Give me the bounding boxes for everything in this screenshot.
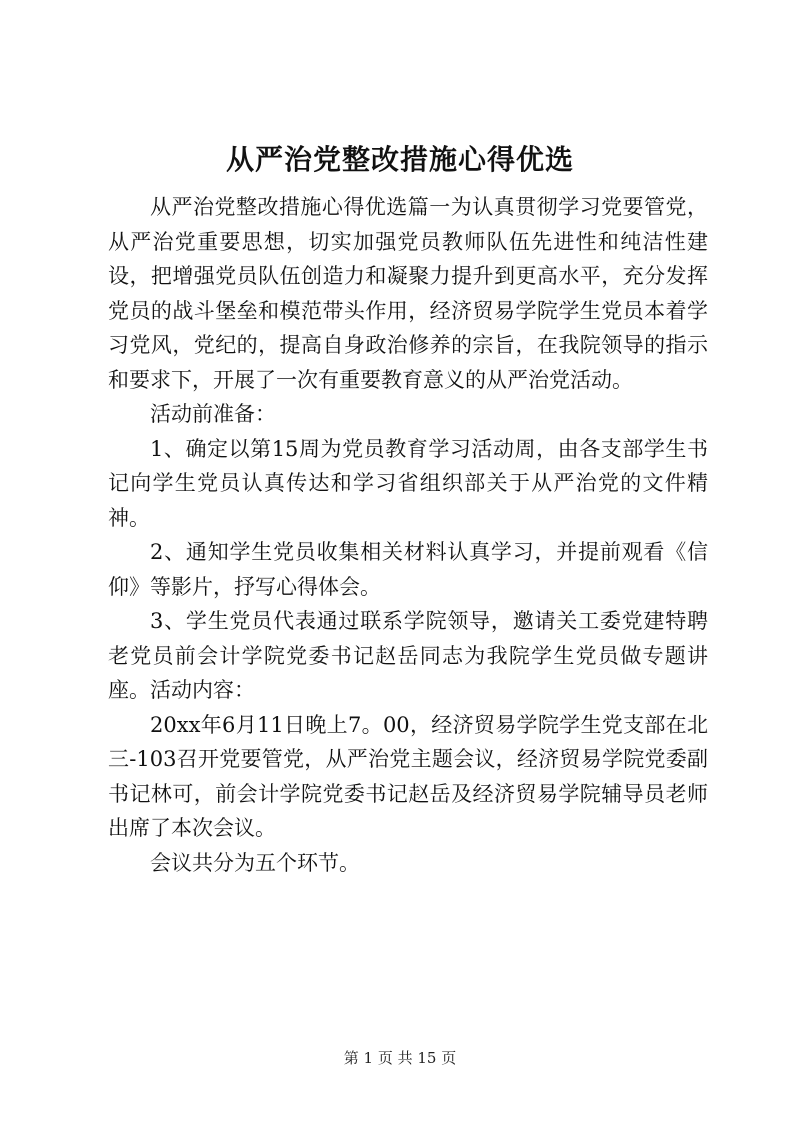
paragraph-item-2: 2、通知学生党员收集相关材料认真学习，并提前观看《信仰》等影片，抒写心得体会。 bbox=[108, 540, 708, 599]
paragraph-item-1: 1、确定以第15周为党员教育学习活动周，由各支部学生书记向学生党员认真传达和学习省组织部关于从严治党的文件精神。 bbox=[108, 436, 708, 530]
paragraph-preparation-heading: 活动前准备： bbox=[150, 402, 276, 426]
paragraph-sessions: 会议共分为五个环节。 bbox=[150, 850, 360, 875]
paragraph-meeting: 20xx年6月11日晚上7。00，经济贸易学院学生党支部在北三-103召开党要管党，从严治党主题会议，经济贸易学院党委副书记林可，前会计学院党委书记赵岳及经济贸易学院辅导员老师出席了本次会议。 bbox=[108, 712, 708, 840]
page-number-footer: 第 1 页 共 15 页 bbox=[343, 1049, 457, 1067]
document-title: 从严治党整改措施心得优选 bbox=[225, 143, 574, 176]
document-body bbox=[108, 190, 708, 880]
paragraph-item-3: 3、学生党员代表通过联系学院领导，邀请关工委党建特聘老党员前会计学院党委书记赵岳同志为我院学生党员做专题讲座。活动内容： bbox=[108, 609, 708, 702]
paragraph-intro: 从严治党整改措施心得优选篇一为认真贯彻学习党要管党，从严治党重要思想，切实加强党员教师队伍先进性和纯洁性建设，把增强党员队伍创造力和凝聚力提升到更高水平，充分发挥党员的战斗堡垒和模范带头作用，经济贸易学院学生党员本着学习党风，党纪的，提高自身政治修养的宗旨，在我院领导的指示和要求下，开展了一次有重要教育意义的从严治党活动。 bbox=[108, 195, 708, 392]
